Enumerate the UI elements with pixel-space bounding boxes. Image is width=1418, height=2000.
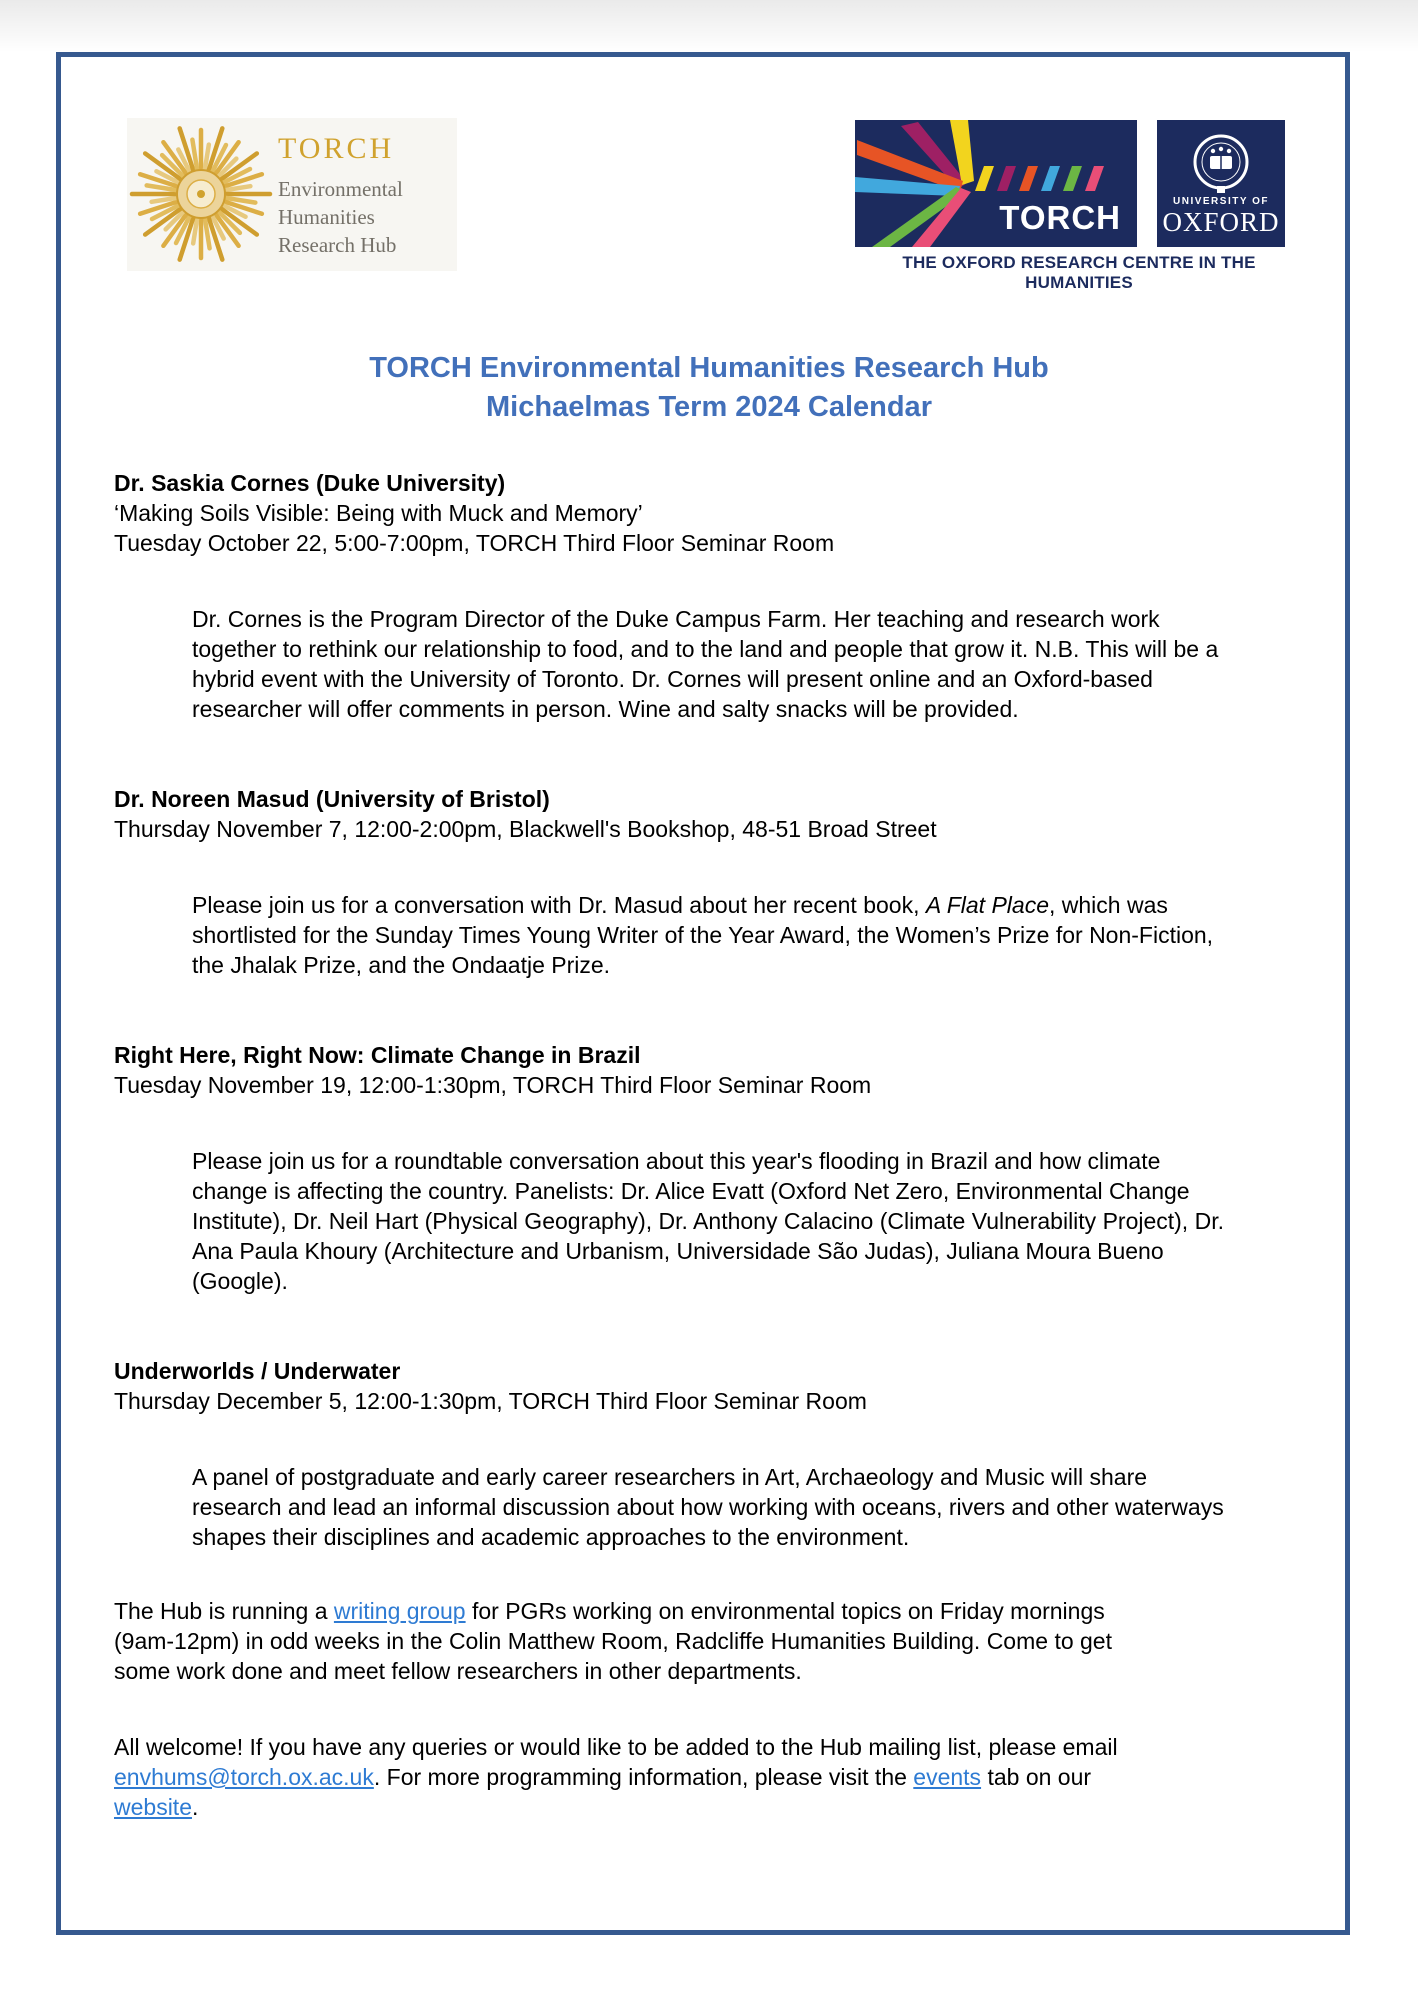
footer-paragraph	[114, 1596, 1162, 1686]
event-title: Dr. Noreen Masud (University of Bristol)	[114, 786, 550, 812]
text-run: Please join us for a roundtable conversation about this year's flooding in Brazil and how climate change is affecting the country. Panelists: Dr. Alice Evatt (Oxford Net Zero, Environmental Change Institute), Dr. Neil Hart (Physical Geography), Dr. Anthony Calacino (Climate Vulnerability Project), Dr. Ana Paula Khoury (Architecture and Urbanism, Universidade São Judas), Juliana Moura Bueno (Google).	[192, 1148, 1224, 1294]
event-title: Right Here, Right Now: Climate Change in Brazil	[114, 1042, 641, 1068]
text-link[interactable]: website	[114, 1794, 192, 1820]
text-run: The Hub is running a	[114, 1598, 334, 1624]
hub-logo	[127, 118, 457, 271]
event-datetime-line: Tuesday October 22, 5:00-7:00pm, TORCH Third Floor Seminar Room	[114, 530, 835, 556]
document-title	[0, 349, 1418, 427]
text-run: Please join us for a conversation with Dr. Masud about her recent book,	[192, 892, 926, 918]
event-datetime-line: Tuesday November 19, 12:00-1:30pm, TORCH Third Floor Seminar Room	[114, 1072, 872, 1098]
event-section	[114, 468, 1300, 724]
event-datetime-line: Thursday November 7, 12:00-2:00pm, Blackwell's Bookshop, 48-51 Broad Street	[114, 816, 937, 842]
text-run: tab on our	[981, 1764, 1092, 1790]
event-title: Dr. Saskia Cornes (Duke University)	[114, 470, 506, 496]
event-description	[192, 604, 1232, 724]
text-run: .	[191, 1794, 199, 1820]
event-header	[114, 784, 1300, 844]
document-title-line2: Michaelmas Term 2024 Calendar	[486, 391, 932, 423]
document-body	[114, 468, 1300, 1822]
text-run: . For more programming information, please visit the	[373, 1764, 914, 1790]
document-title-line1: TORCH Environmental Humanities Research Hub	[369, 352, 1049, 384]
footer	[114, 1596, 1300, 1822]
oxford-crest-icon	[1157, 124, 1285, 198]
oxford-logo	[1157, 120, 1285, 247]
hub-logo-title: TORCH	[278, 132, 395, 165]
text-run: for PGRs working on environmental topics on Friday mornings (9am-12pm) in odd weeks in the Colin Matthew Room, Radcliffe Humanities Building. Come to get some work done and meet fellow researchers in other departments.	[114, 1598, 1112, 1684]
event-description	[192, 1146, 1232, 1296]
event-datetime-line: ‘Making Soils Visible: Being with Muck and Memory’	[114, 500, 643, 526]
text-run: , which was shortlisted for the Sunday Times Young Writer of the Year Award, the Women’s Prize for Non-Fiction, the Jhalak Prize, and the Ondaatje Prize.	[192, 892, 1214, 978]
text-link[interactable]: envhums@torch.ox.ac.uk	[114, 1764, 374, 1790]
text-run: All welcome! If you have any queries or would like to be added to the Hub mailing list, please email	[114, 1734, 1118, 1760]
oxford-university-of-label: UNIVERSITY OF	[1173, 196, 1269, 207]
event-header	[114, 468, 1300, 558]
event-description	[192, 890, 1232, 980]
event-sublines	[114, 1386, 1300, 1416]
event-datetime-line: Thursday December 5, 12:00-1:30pm, TORCH Third Floor Seminar Room	[114, 1388, 867, 1414]
event-sublines	[114, 498, 1300, 558]
events-list	[114, 468, 1300, 1552]
event-section	[114, 784, 1300, 980]
hub-logo-line: Environmental	[278, 177, 403, 201]
text-link[interactable]: events	[913, 1764, 982, 1790]
text-run: Dr. Cornes is the Program Director of the Duke Campus Farm. Her teaching and research work together to rethink our relationship to food, and to the land and people that grow it. N.B. This will be a hybrid event with the University of Toronto. Dr. Cornes will present online and an Oxford-based researcher will offer comments in person. Wine and salty snacks will be provided.	[192, 606, 1219, 722]
event-sublines	[114, 814, 1300, 844]
torch-tagline: THE OXFORD RESEARCH CENTRE IN THE HUMANITIES	[902, 253, 1256, 292]
italic-text: A Flat Place	[925, 892, 1049, 918]
event-description	[192, 1462, 1232, 1552]
event-sublines	[114, 1070, 1300, 1100]
hub-logo-text	[278, 132, 403, 259]
page-top-shadow	[0, 0, 1418, 52]
event-title: Underworlds / Underwater	[114, 1358, 401, 1384]
event-section	[114, 1040, 1300, 1296]
event-header	[114, 1040, 1300, 1100]
text-link[interactable]: writing group	[333, 1598, 466, 1624]
torch-logo	[855, 120, 1137, 247]
event-header	[114, 1356, 1300, 1416]
oxford-wordmark: OXFORD	[1162, 207, 1280, 237]
hub-logo-line: Research Hub	[278, 233, 397, 257]
event-section	[114, 1356, 1300, 1552]
torch-wordmark: TORCH	[999, 199, 1121, 236]
text-run: A panel of postgraduate and early career researchers in Art, Archaeology and Music will share research and lead an informal discussion about how working with oceans, rivers and other waterways shapes their disciplines and academic approaches to the environment.	[192, 1464, 1224, 1550]
hub-logo-line: Humanities	[278, 205, 375, 229]
footer-paragraph	[114, 1732, 1162, 1822]
sunburst-icon	[129, 122, 273, 266]
